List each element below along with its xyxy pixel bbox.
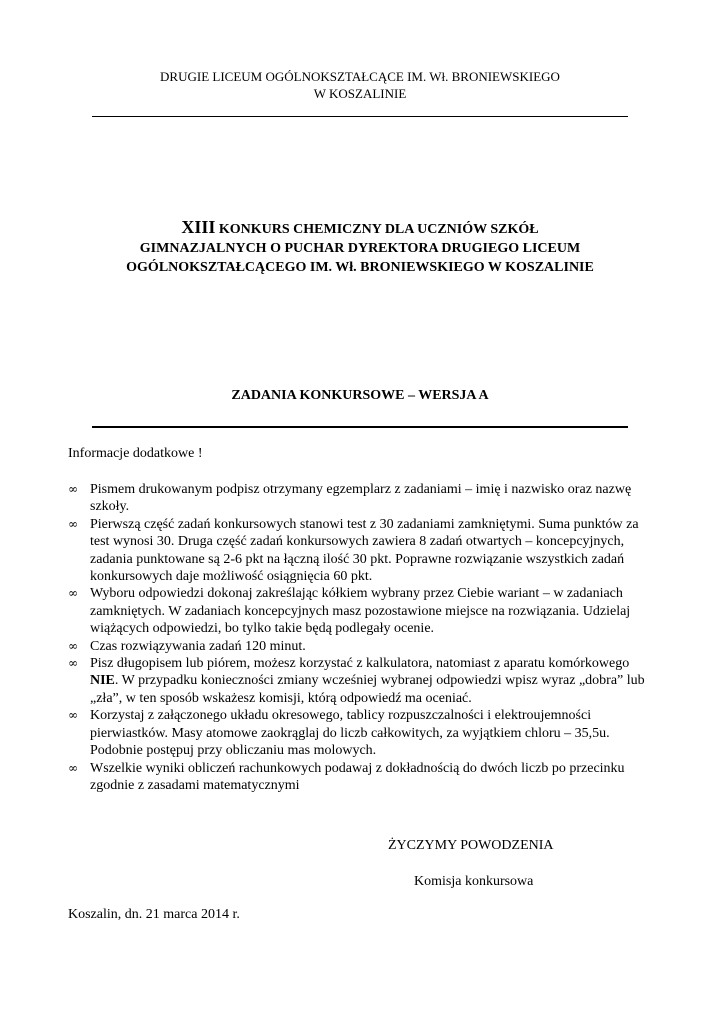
infinity-bullet-icon: ∞	[68, 760, 78, 775]
list-item	[68, 638, 648, 655]
list-item	[68, 655, 648, 707]
list-item	[68, 516, 648, 586]
title-line-2: GIMNAZJALNYCH O PUCHAR DYREKTORA DRUGIEGO LICEUM	[139, 241, 581, 256]
school-city: W KOSZALINIE	[313, 86, 407, 101]
contest-title	[80, 218, 640, 277]
infinity-bullet-icon: ∞	[68, 656, 78, 671]
instruction-text-part: . W przypadku konieczności zmiany wcześniej wybranej odpowiedzi wpisz wyraz „dobra” lub „zła”, w ten sposób wskażesz komisji, którą odpowiedź ma oceniać.	[90, 673, 645, 706]
committee-signature: Komisja konkursowa	[414, 874, 534, 889]
infinity-bullet-icon: ∞	[68, 586, 78, 601]
title-line-1	[80, 218, 640, 239]
place-and-date: Koszalin, dn. 21 marca 2014 r.	[68, 907, 240, 922]
infinity-bullet-icon: ∞	[68, 516, 78, 531]
title-edition: XIII	[181, 217, 216, 237]
list-item	[68, 481, 648, 516]
subtitle-divider	[92, 426, 628, 428]
info-heading: Informacje dodatkowe !	[68, 446, 203, 461]
school-header	[92, 68, 628, 102]
title-line-1-text: KONKURS CHEMICZNY DLA UCZNIÓW SZKÓŁ	[215, 222, 539, 237]
instruction-text: Pierwszą część zadań konkursowych stanowi test z 30 zadaniami zamkniętymi. Suma punktów za test wynosi 30. Druga część zadań konkursowych zawiera 8 zadań otwartych – koncepcyjnych, zadania punktowane są 2-6 pkt na łączną ilość 30 pkt. Poprawne rozwiązanie wszystkich zadań konkursowych daje możliwość osiągnięcia 60 pkt.	[90, 516, 639, 585]
school-name: DRUGIE LICEUM OGÓLNOKSZTAŁCĄCE IM. Wł. BRONIEWSKIEGO	[160, 69, 560, 84]
infinity-bullet-icon: ∞	[68, 708, 78, 723]
list-item	[68, 707, 648, 759]
instruction-text: Korzystaj z załączonego układu okresowego, tablicy rozpuszczalności i elektroujemności pierwiastków. Masy atomowe zaokrąglaj do liczb całkowitych, za wyjątkiem chloru – 35,5u. Podobnie postępuj przy obliczaniu mas molowych.	[90, 708, 610, 759]
instruction-text: Wszelkie wyniki obliczeń rachunkowych podawaj z dokładnością do dwóch liczb po przecinku zgodnie z zasadami matematycznymi	[90, 760, 625, 793]
infinity-bullet-icon: ∞	[68, 482, 78, 496]
instruction-text: Pismem drukowanym podpisz otrzymany egzemplarz z zadaniami – imię i nazwisko oraz nazwę szkoły.	[90, 482, 632, 515]
list-item	[68, 585, 648, 637]
header-divider	[92, 116, 628, 117]
version-subtitle: ZADANIA KONKURSOWE – WERSJA A	[231, 388, 489, 403]
instructions-list	[68, 481, 648, 794]
title-line-3: OGÓLNOKSZTAŁCĄCEGO IM. Wł. BRONIEWSKIEGO W KOSZALINIE	[126, 260, 594, 275]
instruction-text	[90, 656, 645, 706]
infinity-bullet-icon: ∞	[68, 638, 78, 653]
instruction-text: Czas rozwiązywania zadań 120 minut.	[90, 638, 306, 654]
list-item	[68, 760, 648, 795]
instruction-text-part: Pisz długopisem lub piórem, możesz korzystać z kalkulatora, natomiast z aparatu komórkowego	[90, 656, 630, 672]
instruction-emphasis: NIE	[90, 673, 115, 689]
instruction-text: Wyboru odpowiedzi dokonaj zakreślając kółkiem wybrany przez Ciebie wariant – w zadaniach zamkniętych. W zadaniach koncepcyjnych masz pozostawione miejsce na rozwiązania. Udzielaj wiążących odpowiedzi, bo tylko takie będą podlegały ocenie.	[90, 586, 631, 637]
good-luck-wishes: ŻYCZYMY POWODZENIA	[388, 838, 554, 853]
